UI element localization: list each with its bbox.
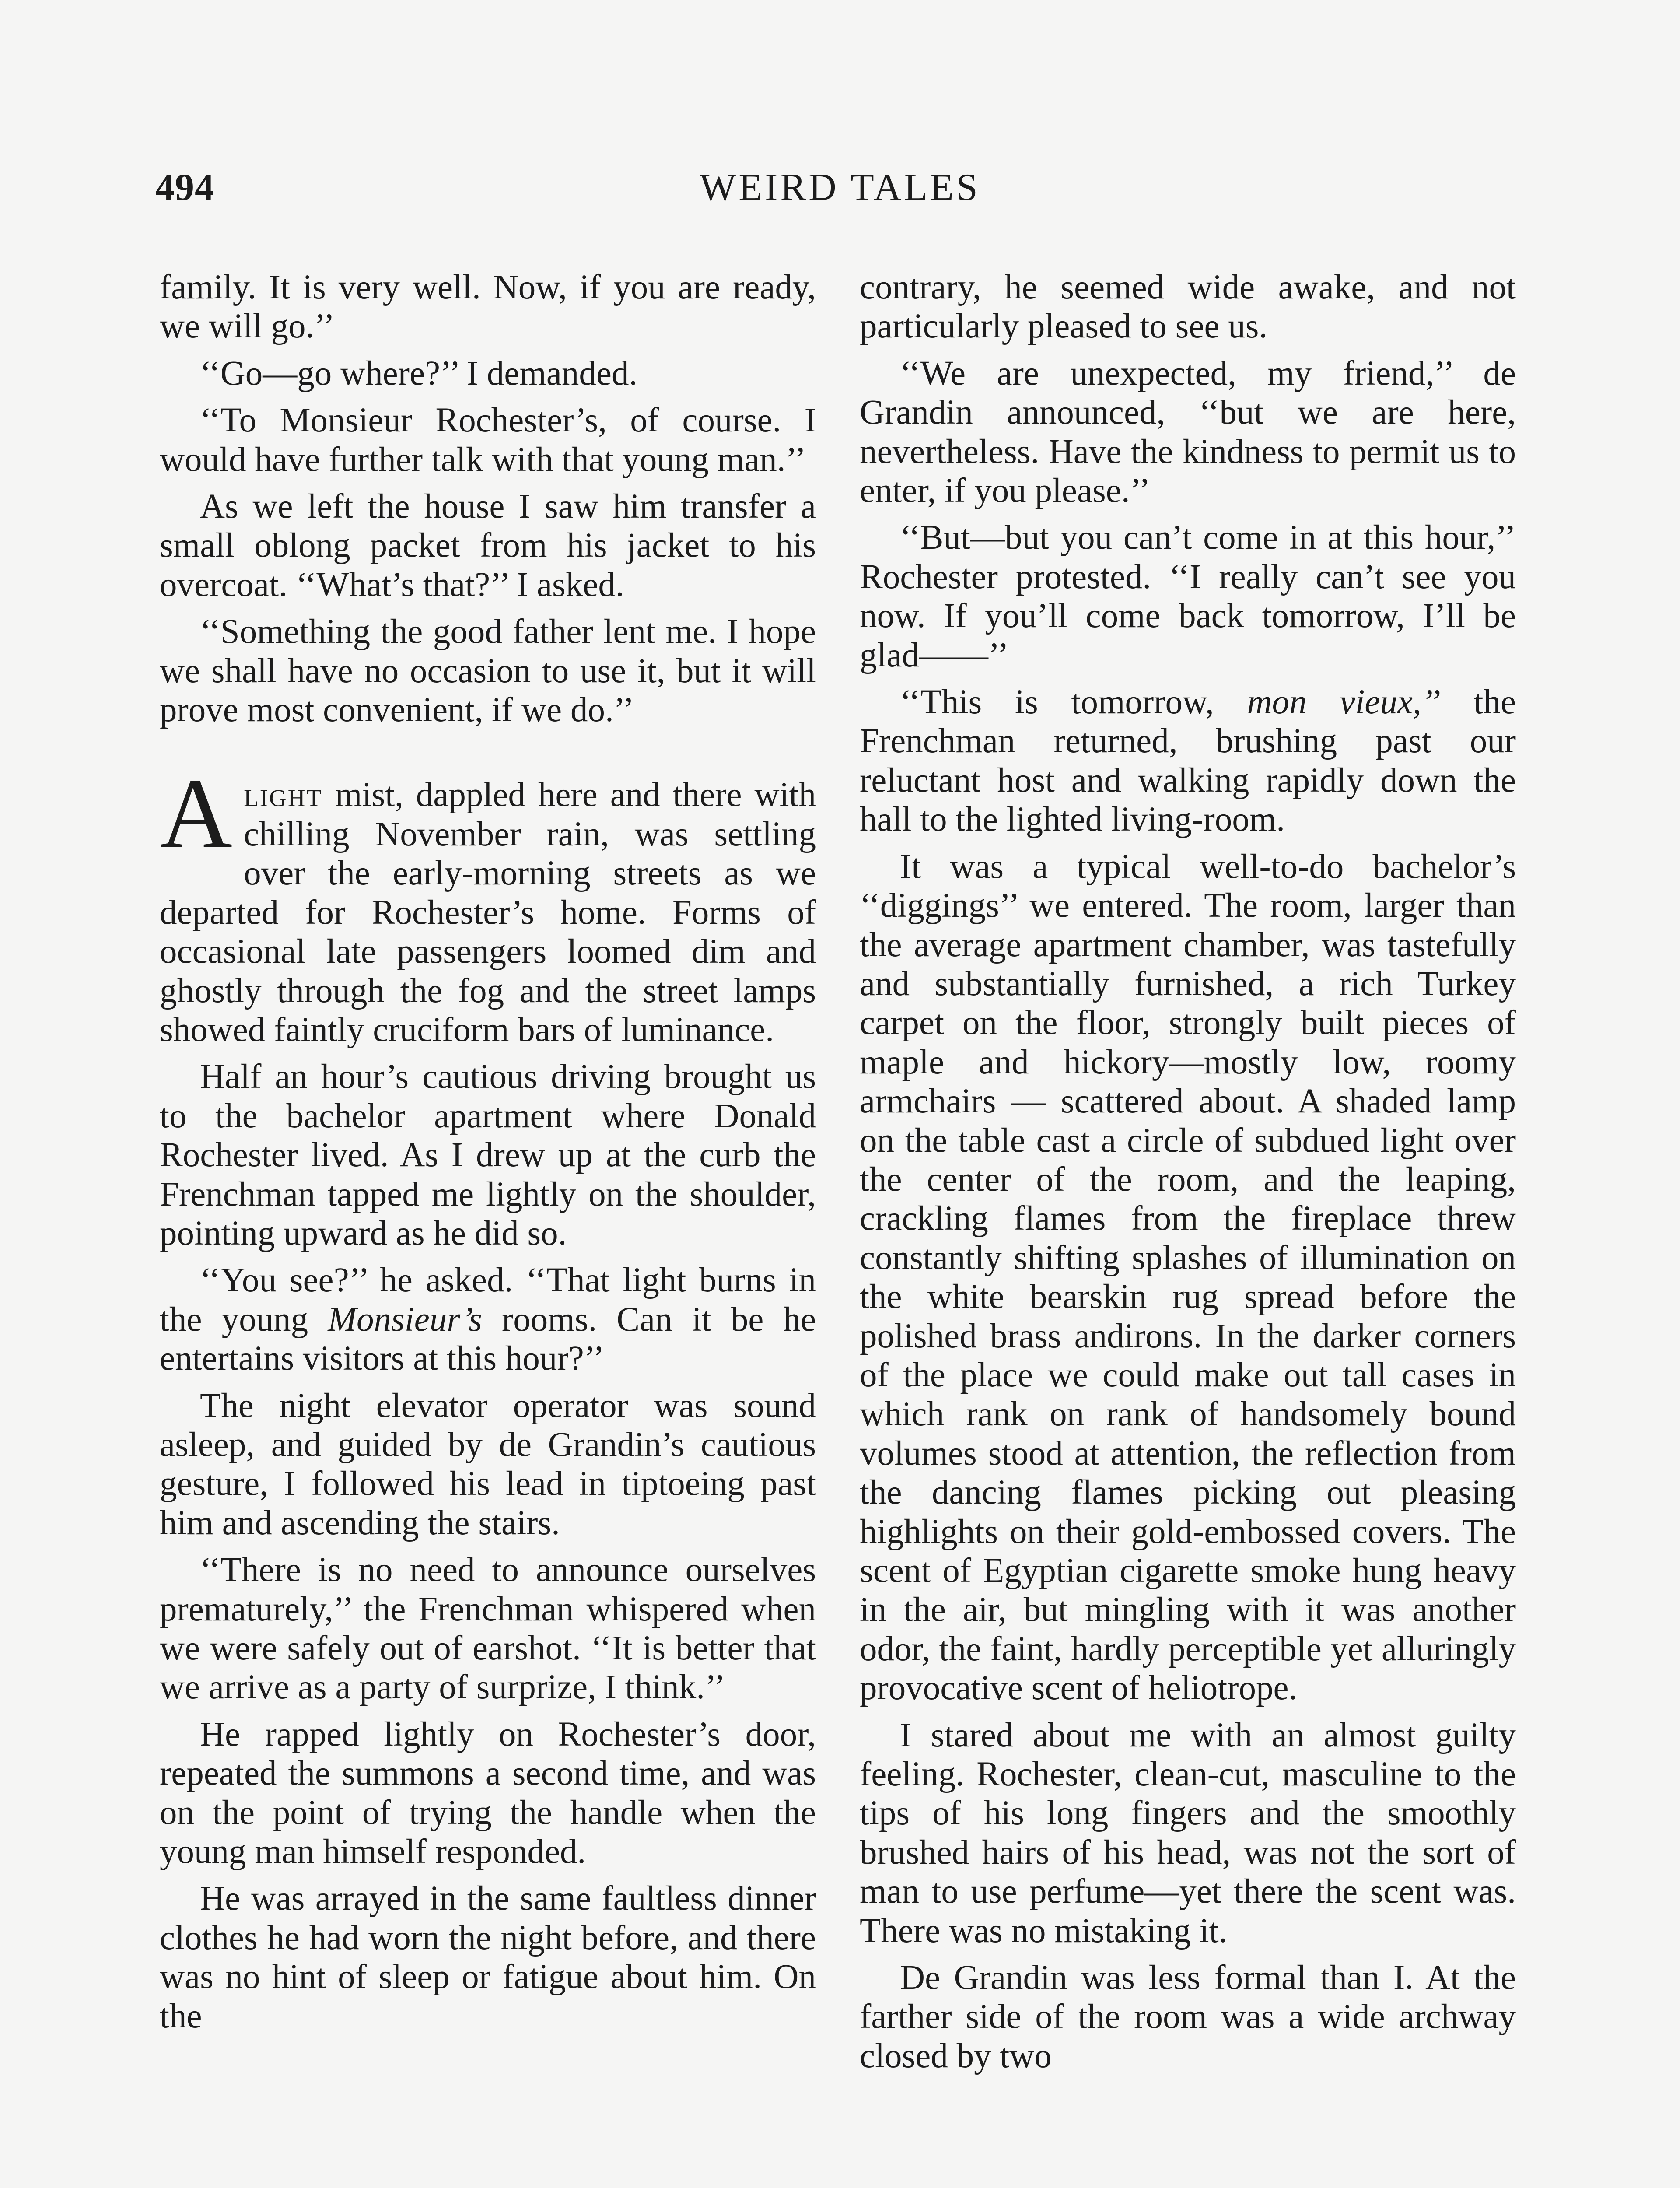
paragraph: He rapped lightly on Rochester’s door, repeated the summons a second time, and was on the point of trying the handle when the young man himself responded.	[160, 1715, 816, 1871]
paragraph: ‘‘Something the good father lent me. I hope we shall have no occasion to use it, but it will prove most convenient, if we do.’’	[160, 613, 816, 729]
paragraph: ‘‘To Monsieur Rochester’s, of course. I would have further talk with that young man.’’	[160, 401, 816, 479]
paragraph-text: mist, dappled here and there with chilling November rain, was settling over the early-morning streets as we departed for Rochester’s home. Forms of occasional late passengers loomed dim and ghostly through the fog and the street lamps showed faintly cruciform bars of luminance.	[160, 776, 816, 1049]
running-head: WEIRD TALES	[700, 166, 980, 209]
paragraph: Half an hour’s cautious driving brought us to the bachelor apartment where Donald Rochester lived. As I drew up at the curb the Frenchman tapped me lightly on the shoulder, pointing upward as he did so.	[160, 1058, 816, 1252]
right-column	[860, 268, 1516, 2083]
paragraph: I stared about me with an almost guilty feeling. Rochester, clean-cut, masculine to the tips of his long fingers and the smoothly brushed hairs of his head, was not the sort of man to use perfume—yet there the scent was. There was no mistaking it.	[860, 1716, 1516, 1950]
paragraph: As we left the house I saw him transfer a small oblong packet from his jacket to his overcoat. ‘‘What’s that?’’ I asked.	[160, 487, 816, 604]
page-number: 494	[155, 166, 214, 209]
section-start-paragraph	[160, 757, 816, 1049]
paragraph: contrary, he seemed wide awake, and not particularly pleased to see us.	[860, 268, 1516, 346]
paragraph: The night elevator operator was sound asleep, and guided by de Grandin’s cautious gesture, I followed his lead in tiptoeing past him and ascending the stairs.	[160, 1386, 816, 1542]
left-column	[160, 268, 816, 2044]
paragraph: family. It is very well. Now, if you are ready, we will go.’’	[160, 268, 816, 346]
paragraph: ‘‘Go—go where?’’ I demanded.	[200, 354, 638, 393]
paragraph	[860, 683, 1516, 839]
paragraph-text: ‘‘This is tomorrow,	[900, 683, 1247, 722]
paragraph: ‘‘But—but you can’t come in at this hour,’’ Rochester protested. ‘‘I really can’t see you now. If you’ll come back tomorrow, I’ll be glad——’’	[860, 519, 1516, 674]
paragraph: He was arrayed in the same faultless dinner clothes he had worn the night before, and there was no hint of sleep or fatigue about him. On the	[160, 1879, 816, 2035]
paragraph-text: the Frenchman returned, brushing past our reluctant host and walking rapidly down the hall to the lighted living-room.	[860, 683, 1516, 839]
paragraph-text: ‘‘You see?’’ he asked. ‘‘That light burns in the young	[160, 1261, 816, 1339]
paragraph-text: rooms. Can it be he entertains visitors at this hour?’’	[160, 1300, 816, 1378]
italic-text: mon vieux,’’	[1247, 683, 1441, 722]
paragraph: It was a typical well-to-do bachelor’s ‘‘diggings’’ we entered. The room, larger than the average apartment chamber, was tastefully and substantially furnished, a rich Turkey carpet on the floor, strongly built pieces of maple and hickory—mostly low, roomy armchairs — scattered about. A shaded lamp on the table cast a circle of subdued light over the center of the room, and the leaping, crackling flames from the fireplace threw constantly shifting splashes of illumination on the white bearskin rug spread before the polished brass andirons. In the darker corners of the place we could make out tall cases in which rank on rank of handsomely bound volumes stood at attention, the reflection from the dancing flames picking out pleasing highlights on their gold-embossed covers. The scent of Egyptian cigarette smoke hung heavy in the air, but mingling with it was another odor, the faint, hardly perceptible yet alluringly provocative scent of heliotrope.	[860, 847, 1516, 1708]
drop-cap-letter: A	[160, 757, 233, 870]
small-caps-lead: light	[244, 776, 323, 814]
paragraph: De Grandin was less formal than I. At the farther side of the room was a wide archway closed by two	[860, 1959, 1516, 2075]
italic-text: Monsieur’s	[328, 1300, 482, 1339]
paragraph: ‘‘There is no need to announce ourselves prematurely,’’ the Frenchman whispered when we were safely out of earshot. ‘‘It is better that we arrive as a party of surprize, I think.’’	[160, 1551, 816, 1707]
paragraph: ‘‘We are unexpected, my friend,’’ de Grandin announced, ‘‘but we are here, nevertheless. Have the kindness to permit us to enter, if you please.’’	[860, 354, 1516, 510]
paragraph	[160, 1261, 816, 1378]
